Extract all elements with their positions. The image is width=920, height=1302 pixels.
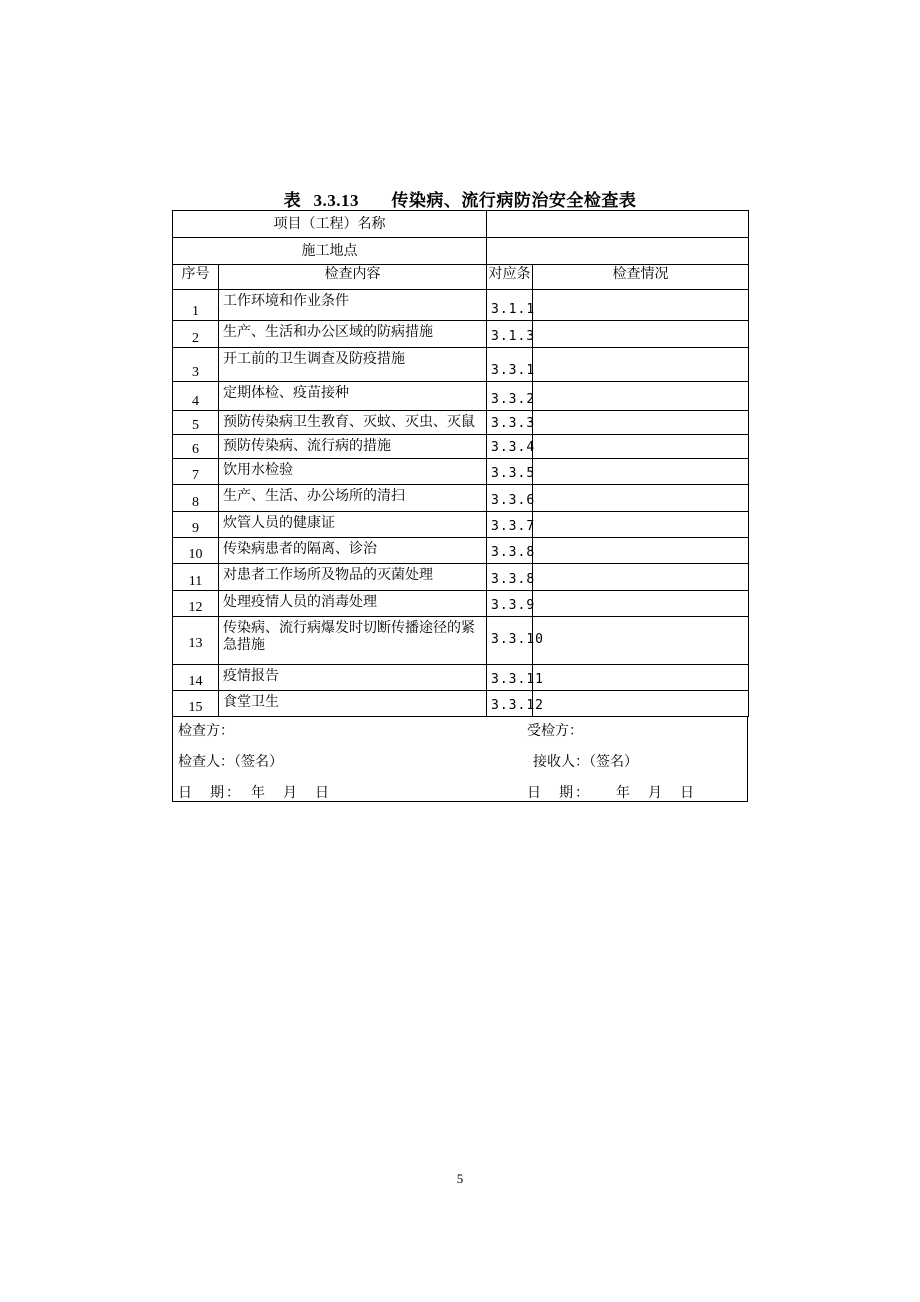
project-name-field[interactable] xyxy=(487,211,749,238)
row-ref: 3.3.8 xyxy=(487,564,533,591)
row-ref: 3.3.10 xyxy=(487,617,533,665)
row-content: 定期体检、疫苗接种 xyxy=(219,382,487,411)
inspector-party: 检查方： xyxy=(178,723,234,739)
row-status[interactable] xyxy=(533,459,749,485)
row-content: 开工前的卫生调查及防疫措施 xyxy=(219,348,487,382)
site-row xyxy=(173,238,749,265)
signature-block xyxy=(172,717,748,802)
row-status[interactable] xyxy=(533,348,749,382)
header-row xyxy=(173,265,749,290)
row-seq: 8 xyxy=(173,485,219,512)
row-content: 传染病患者的隔离、诊治 xyxy=(219,538,487,564)
table-row xyxy=(173,435,749,459)
row-status[interactable] xyxy=(533,290,749,321)
row-status[interactable] xyxy=(533,591,749,617)
date-left: 日 期： 年 月 日 xyxy=(178,785,331,801)
row-ref: 3.3.2 xyxy=(487,382,533,411)
row-status[interactable] xyxy=(533,538,749,564)
page-number: 5 xyxy=(456,1171,464,1186)
row-ref: 3.1.1 xyxy=(487,290,533,321)
row-status[interactable] xyxy=(533,411,749,435)
row-content: 工作环境和作业条件 xyxy=(219,290,487,321)
row-content: 处理疫情人员的消毒处理 xyxy=(219,591,487,617)
row-ref: 3.3.11 xyxy=(487,665,533,691)
title-prefix: 表 xyxy=(283,191,302,211)
table-row xyxy=(173,564,749,591)
project-row xyxy=(173,211,749,238)
table-row xyxy=(173,348,749,382)
inspection-rows xyxy=(173,290,749,717)
table-row xyxy=(173,321,749,348)
header-ref: 对应条 xyxy=(487,265,533,290)
table-title xyxy=(0,186,920,211)
row-seq: 2 xyxy=(173,321,219,348)
row-ref: 3.3.9 xyxy=(487,591,533,617)
row-status[interactable] xyxy=(533,321,749,348)
row-ref: 3.3.3 xyxy=(487,411,533,435)
project-name-label: 项目（工程）名称 xyxy=(173,211,487,238)
row-seq: 3 xyxy=(173,348,219,382)
row-seq: 15 xyxy=(173,691,219,717)
row-seq: 6 xyxy=(173,435,219,459)
row-seq: 7 xyxy=(173,459,219,485)
row-ref: 3.3.4 xyxy=(487,435,533,459)
row-seq: 5 xyxy=(173,411,219,435)
table-row xyxy=(173,411,749,435)
row-seq: 4 xyxy=(173,382,219,411)
table-row xyxy=(173,617,749,665)
title-text: 传染病、流行病防治安全检查表 xyxy=(391,191,637,211)
inspection-sheet xyxy=(172,210,748,802)
row-status[interactable] xyxy=(533,382,749,411)
row-ref: 3.3.7 xyxy=(487,512,533,538)
row-ref: 3.1.3 xyxy=(487,321,533,348)
row-seq: 1 xyxy=(173,290,219,321)
row-content: 饮用水检验 xyxy=(219,459,487,485)
row-status[interactable] xyxy=(533,435,749,459)
row-content: 疫情报告 xyxy=(219,665,487,691)
row-ref: 3.3.12 xyxy=(487,691,533,717)
row-content: 食堂卫生 xyxy=(219,691,487,717)
table-row xyxy=(173,290,749,321)
table-row xyxy=(173,665,749,691)
table-row xyxy=(173,691,749,717)
table-row xyxy=(173,459,749,485)
table-row xyxy=(173,512,749,538)
date-right: 日 期： 年 月 日 xyxy=(527,785,696,801)
row-content: 对患者工作场所及物品的灭菌处理 xyxy=(219,564,487,591)
inspection-table xyxy=(172,210,749,717)
row-content: 生产、生活和办公区域的防病措施 xyxy=(219,321,487,348)
row-status[interactable] xyxy=(533,617,749,665)
row-status[interactable] xyxy=(533,691,749,717)
header-content: 检查内容 xyxy=(219,265,487,290)
row-content: 预防传染病卫生教育、灭蚊、灭虫、灭鼠 xyxy=(219,411,487,435)
site-label: 施工地点 xyxy=(173,238,487,265)
table-row xyxy=(173,485,749,512)
table-row xyxy=(173,591,749,617)
row-ref: 3.3.1 xyxy=(487,348,533,382)
row-seq: 13 xyxy=(173,617,219,665)
row-status[interactable] xyxy=(533,512,749,538)
table-row xyxy=(173,538,749,564)
row-ref: 3.3.6 xyxy=(487,485,533,512)
header-status: 检查情况 xyxy=(533,265,749,290)
row-seq: 10 xyxy=(173,538,219,564)
row-content: 传染病、流行病爆发时切断传播途径的紧急措施 xyxy=(219,617,487,665)
row-status[interactable] xyxy=(533,665,749,691)
inspector-signature: 检查人：（签名） xyxy=(178,754,283,770)
title-number: 3.3.13 xyxy=(313,191,359,210)
receiver-signature: 接收人：（签名） xyxy=(533,754,638,770)
row-content: 生产、生活、办公场所的清扫 xyxy=(219,485,487,512)
site-field[interactable] xyxy=(487,238,749,265)
row-seq: 14 xyxy=(173,665,219,691)
header-seq: 序号 xyxy=(173,265,219,290)
row-seq: 11 xyxy=(173,564,219,591)
row-seq: 12 xyxy=(173,591,219,617)
row-content: 炊管人员的健康证 xyxy=(219,512,487,538)
row-ref: 3.3.5 xyxy=(487,459,533,485)
row-status[interactable] xyxy=(533,564,749,591)
row-ref: 3.3.8 xyxy=(487,538,533,564)
row-seq: 9 xyxy=(173,512,219,538)
row-content: 预防传染病、流行病的措施 xyxy=(219,435,487,459)
table-row xyxy=(173,382,749,411)
row-status[interactable] xyxy=(533,485,749,512)
inspected-party: 受检方： xyxy=(527,723,583,739)
